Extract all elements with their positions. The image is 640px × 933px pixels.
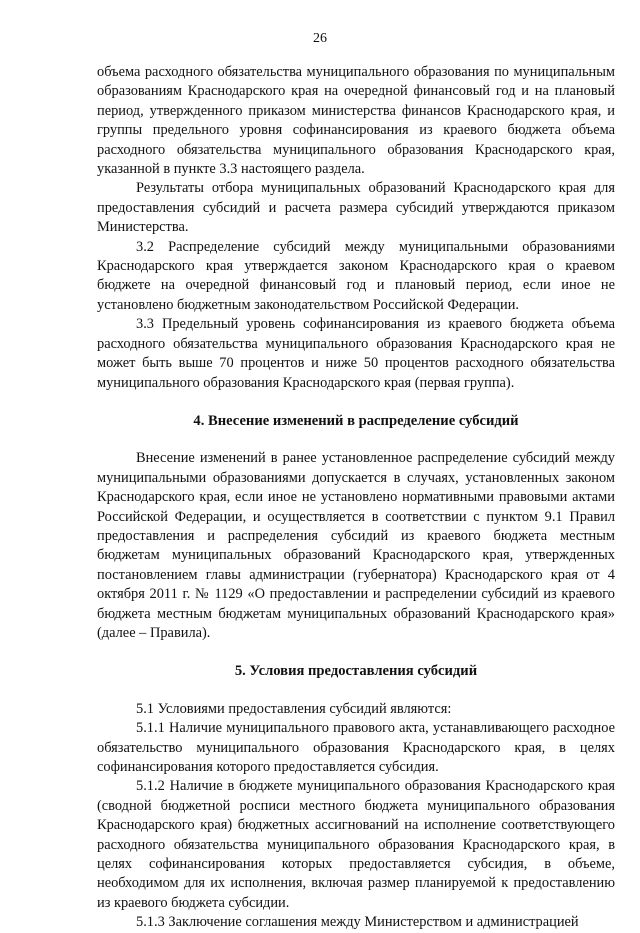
spacer bbox=[97, 643, 615, 662]
paragraph-3-2: 3.2 Распределение субсидий между муниципальными образованиями Краснодарского края утверждается законом Краснодарского края о краевом бюджете на очередной финансовый год и плановый период, если иное не установлено бюджетным законодательством Российской Федерации. bbox=[97, 238, 615, 313]
document-body bbox=[97, 63, 615, 933]
paragraph-5-1-3: 5.1.3 Заключение соглашения между Министерством и администрацией bbox=[136, 914, 579, 931]
page-number: 26 bbox=[313, 31, 327, 46]
spacer bbox=[97, 431, 615, 449]
paragraph-5-1-1: 5.1.1 Наличие муниципального правового акта, устанавливающего расходное обязательство муниципального образования Краснодарского края, в целях софинансирования которого предоставляется субсидия. bbox=[97, 720, 615, 775]
section-5-heading: 5. Условия предоставления субсидий bbox=[234, 663, 478, 680]
spacer bbox=[97, 393, 615, 412]
paragraph-selection-results: Результаты отбора муниципальных образований Краснодарского края для предоставления субсидий и расчета размера субсидий утверждаются приказом Министерства. bbox=[97, 180, 615, 236]
paragraph-3-3: 3.3 Предельный уровень софинансирования из краевого бюджета объема расходного обязательства муниципального образования Краснодарского края не может быть выше 70 процентов и ниже 50 процентов расходного обязательства муниципального образования Краснодарского края (первая группа). bbox=[97, 316, 615, 391]
spacer bbox=[97, 682, 615, 700]
paragraph-continuation: объема расходного обязательства муниципального образования по муниципальным образованиям Краснодарского края на очередной финансовый год и на плановый период, утвержденного приказом министерства финансов Краснодарского края, и группы предельного уровня софинансирования из краевого бюджета объема расходного обязательства муниципального образования Краснодарского края, указанной в пункте 3.3 настоящего раздела. bbox=[97, 64, 615, 178]
paragraph-section-4: Внесение изменений в ранее установленное распределение субсидий между муниципальными образованиями допускается в случаях, установленных законом Краснодарского края, если иное не установлено нормативными правовыми актами Российской Федерации, и осуществляется в соответствии с пунктом 9.1 Правил предоставления и распределения субсидий из краевого бюджета местным бюджетам муниципальных образований Краснодарского края, утвержденных постановлением главы администрации (губернатора) Краснодарского края от 4 октября 2011 г. № 1129 «О предоставлении и распределении субсидий из краевого бюджета местным бюджетам муниципальных образований Краснодарского края» (далее – Правила). bbox=[97, 450, 615, 641]
paragraph-5-1-2: 5.1.2 Наличие в бюджете муниципального образования Краснодарского края (сводной бюджетной росписи местного бюджета муниципального образования Краснодарского края) бюджетных ассигнований на исполнение соответствующего расходного обязательства муниципального образования Краснодарского края, в целях софинансирования которых предоставляется субсидия, в объеме, необходимом для их исполнения, включая размер планируемой к предоставлению из краевого бюджета субсидии. bbox=[97, 778, 615, 911]
paragraph-5-1: 5.1 Условиями предоставления субсидий являются: bbox=[136, 700, 452, 717]
section-4-heading: 4. Внесение изменений в распределение субсидий bbox=[193, 412, 519, 429]
